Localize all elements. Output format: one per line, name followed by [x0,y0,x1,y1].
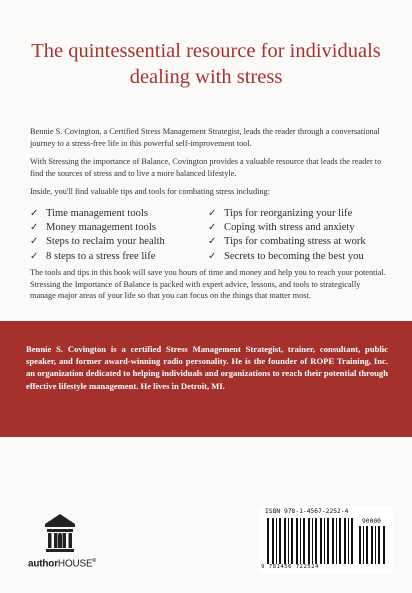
check-mark-icon: ✓ [30,250,39,262]
checklist-item: ✓ Money management tools [30,222,157,234]
checklist-item: ✓ Secrets to becoming the best you [208,250,364,262]
publisher-logo [28,512,94,572]
check-mark-icon: ✓ [208,250,217,262]
checklist-item: ✓ Time management tools [30,208,149,219]
checklist-item: ✓ Tips for reorganizing your life [208,208,353,219]
check-mark-icon: ✓ [208,222,217,234]
author-bio: Bennie S. Covington is a certified Stress Management Strategist, trainer, consultant, public speaker, and former award-winning radio personality. He is the founder of ROPE Training, Inc. an organization dedicated to helping individuals and organizations to reach their potential through effective lifestyle management. He lives in Detroit, MI. [26,344,388,391]
barcode-bars [267,518,355,564]
balance-paragraph: With Stressing the importance of Balance, Covington provides a valuable resource that leads the reader to find the sources of stress and to live a more balanced lifestyle. [30,157,382,178]
publisher-name: authorHOUSE® [28,558,96,570]
check-mark-icon: ✓ [30,222,39,234]
house-icon [42,512,78,554]
checklist-item: ✓ Tips for combating stress at work [208,236,366,248]
price-barcode-bars [359,526,387,564]
inside-paragraph: Inside, you'll find valuable tips and tools for combating stress including: [30,187,270,196]
check-mark-icon: ✓ [208,208,217,219]
tips-checklist [30,207,390,263]
isbn-barcode [259,506,393,574]
checklist-item: ✓ Coping with stress and anxiety [208,222,355,234]
isbn-number: ISBN 978-1-4567-2252-4 [265,508,349,515]
intro-paragraph: Bennie S. Covington, a Certified Stress Management Strategist, leads the reader through a conversational journey to a stress-free life in this powerful self-improvement tool. [30,127,380,148]
check-mark-icon: ✓ [208,236,217,248]
checklist-item: ✓ 8 steps to a stress free life [30,250,156,262]
barcode-digits: 9 781456 722524 [261,564,320,570]
check-mark-icon: ✓ [30,208,39,219]
headline: The quintessential resource for individuals dealing with stress [31,40,381,88]
summary-paragraph: The tools and tips in this book will save you hours of time and money and help you to reach your potential. Stressing the Importance of Balance is packed with expert advice, lessons, and tools to strategically manage major areas of your life so that you can focus on the things that matter most. [30,268,386,301]
checklist-item: ✓ Steps to reclaim your health [30,236,165,248]
author-bio-banner [0,321,412,437]
price-code: 90000 [362,518,381,525]
check-mark-icon: ✓ [30,236,39,248]
